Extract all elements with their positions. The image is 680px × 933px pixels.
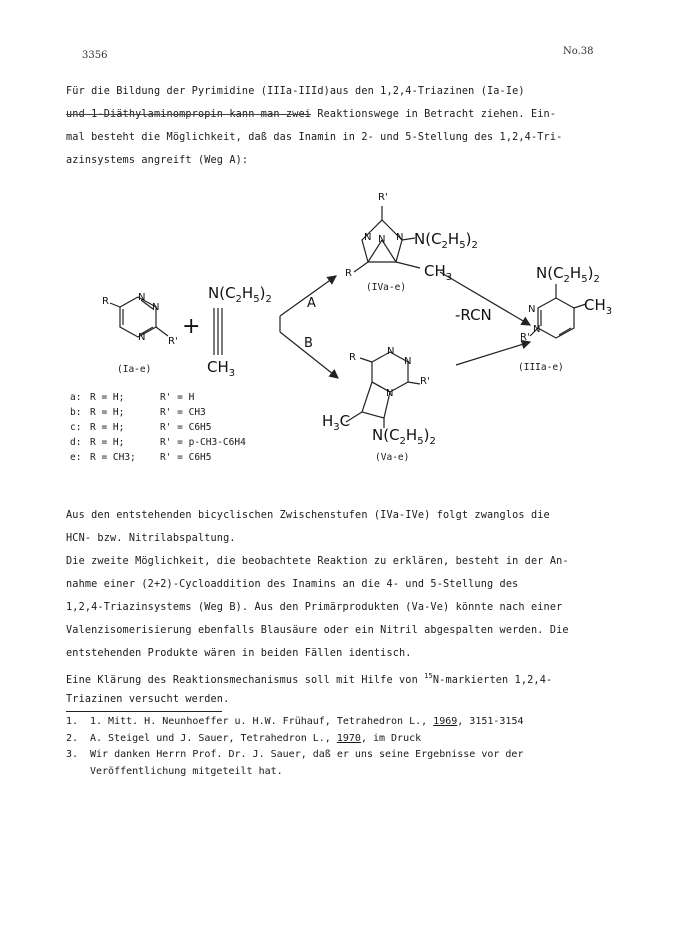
V-amine: $N(C_2H_5)_2$: [372, 426, 436, 447]
body-line: Triazinen versucht werden.: [66, 694, 230, 705]
body-text: [66, 504, 569, 711]
label-Ia: (Ia-e): [117, 364, 152, 375]
Ia-N4: N: [138, 332, 146, 343]
footnote-1: 1. 1. Mitt. H. Neunhoeffer u. H.W. Frühauf, Tetrahedron L., 1969, 3151-3154: [66, 716, 524, 727]
V-N1: N: [387, 346, 395, 357]
route-B: B: [304, 336, 313, 351]
intro-line-4: azinsystems angreift (Weg A):: [66, 155, 249, 166]
III-amine: $N(C_2H_5)_2$: [536, 264, 600, 285]
ynamine-amine: $N(C_2H_5)_2$: [208, 284, 272, 305]
footnote-divider: [66, 711, 222, 712]
isotope-superscript: 15: [424, 672, 433, 680]
intro-line-1: Für die Bildung der Pyrimidine (IIIa-IIId)aus den 1,2,4-Triazinen (Ia-Ie): [66, 86, 525, 97]
V-methyl: $H_3C$: [322, 412, 351, 433]
plus-sign: +: [182, 314, 201, 339]
pyrimidine-ring: [538, 298, 574, 338]
III-R-prime: R': [520, 332, 530, 343]
intro-paragraph: [66, 80, 562, 172]
bicycle-V: [372, 352, 408, 392]
III-N1: N: [528, 304, 536, 315]
footnote-3-cont: Veröffentlichung mitgeteilt hat.: [90, 765, 283, 777]
body-line: nahme einer (2+2)-Cycloaddition des Inamins an die 4- und 5-Stellung des: [66, 579, 519, 590]
legend-row: b: R = H; R' = CH3: [70, 407, 206, 418]
Ia-R-prime: R': [168, 336, 178, 347]
body-line: HCN- bzw. Nitrilabspaltung.: [66, 533, 236, 544]
footnotes: [66, 714, 524, 780]
elimination-label: -RCN: [455, 306, 492, 324]
Ia-N2: N: [152, 302, 160, 313]
legend-row: a: R = H; R' = H: [70, 392, 195, 403]
footnote-1-year: 1969: [433, 716, 458, 727]
body-line: Die zweite Möglichkeit, die beobachtete Reaktion zu erklären, besteht in der An-: [66, 556, 569, 567]
V-R: R: [349, 352, 356, 363]
V-R-prime: R': [420, 376, 430, 387]
intro-struck-text: und 1-Diäthylaminompropin kann man zwei: [66, 109, 312, 120]
issue-number: No.38: [563, 46, 594, 57]
V-N2: N: [404, 356, 412, 367]
body-line-isotope: Eine Klärung des Reaktionsmechanismus soll mit Hilfe von $^{15}$N-markierten 1,2,4-: [66, 672, 553, 686]
body-line: 1,2,4-Triazinsystems (Weg B). Aus den Primärprodukten (Va-Ve) könnte nach einer: [66, 602, 563, 613]
III-methyl: $CH_3$: [584, 296, 613, 317]
IV-N3: N: [396, 232, 404, 243]
IV-R: R: [345, 268, 352, 279]
intro-line-2-rest: Reaktionswege in Betracht ziehen. Ein-: [311, 109, 557, 120]
IV-N2: N: [378, 234, 386, 245]
body-line: Valenzisomerisierung ebenfalls Blausäure oder ein Nitril abgespalten werden. Die: [66, 625, 569, 636]
body-line: Aus den entstehenden bicyclischen Zwischenstufen (IVa-IVe) folgt zwanglos die: [66, 510, 550, 521]
legend-row: c: R = H; R' = C6H5: [70, 422, 212, 433]
footnote-3: 3. Wir danken Herrn Prof. Dr. J. Sauer, daß er uns seine Ergebnisse vor der: [66, 749, 524, 760]
legend-row: e: R = CH3; R' = C6H5: [70, 452, 212, 463]
IV-N1: N: [364, 232, 372, 243]
intro-line-2: [66, 103, 562, 126]
intro-line-3: mal besteht die Möglichkeit, daß das Inamin in 2- und 5-Stellung des 1,2,4-Tri-: [66, 132, 563, 143]
label-Va: (Va-e): [375, 452, 410, 463]
label-IIIa: (IIIa-e): [518, 362, 564, 373]
page-number: 3356: [82, 50, 108, 61]
IV-R-prime: R': [378, 192, 388, 203]
IV-amine: $N(C_2H_5)_2$: [414, 230, 478, 251]
label-IVa: (IVa-e): [366, 282, 407, 293]
Ia-R: R: [102, 296, 109, 307]
footnote-2: 2. A. Steigel und J. Sauer, Tetrahedron L., 1970, im Druck: [66, 732, 422, 744]
V-N4: N: [386, 388, 394, 399]
substituent-legend: [70, 390, 246, 465]
IV-methyl: $CH_3$: [424, 262, 453, 283]
footnote-2-year: 1970: [336, 732, 361, 744]
III-N3: N: [533, 324, 541, 335]
triazine-ring: [120, 297, 156, 337]
ynamine-methyl: $CH_3$: [207, 358, 236, 379]
legend-row: d: R = H; R' = p-CH3-C6H4: [70, 437, 246, 448]
body-line: entstehenden Produkte wären in beiden Fällen identisch.: [66, 648, 412, 659]
Ia-N1: N: [138, 292, 146, 303]
route-A: A: [307, 296, 316, 311]
